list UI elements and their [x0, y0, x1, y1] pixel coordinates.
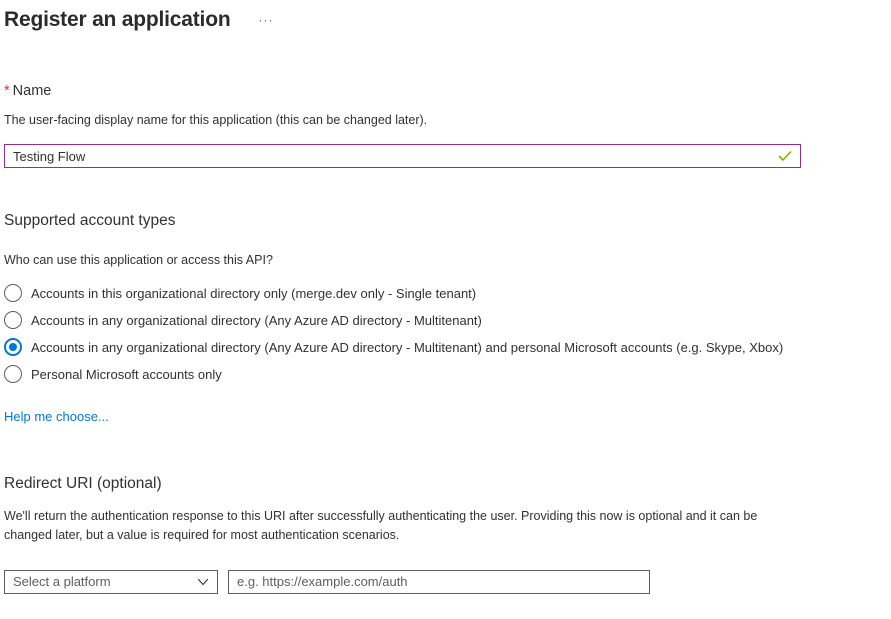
radio-icon — [4, 365, 22, 383]
radio-label: Accounts in this organizational directory only (merge.dev only - Single tenant) — [31, 285, 477, 301]
redirect-uri-input[interactable] — [228, 570, 650, 594]
radio-single-tenant[interactable] — [4, 280, 887, 306]
name-label-text: Name — [12, 83, 52, 99]
more-options-icon[interactable]: ··· — [258, 13, 274, 27]
redirect-uri-description: We'll return the authentication response to this URI after successfully authenticating the user. Providing this now is optional and it can be changed later, but a value is required for most authentication scenarios. — [4, 509, 758, 543]
name-input[interactable] — [4, 144, 801, 168]
chevron-down-icon — [197, 576, 209, 588]
redirect-uri-heading: Redirect URI (optional) — [4, 475, 162, 492]
radio-label: Personal Microsoft accounts only — [31, 366, 222, 382]
name-field-description: The user-facing display name for this application (this can be changed later). — [4, 113, 428, 127]
account-types-radio-group — [4, 280, 887, 387]
radio-personal-only[interactable] — [4, 361, 887, 387]
radio-label: Accounts in any organizational directory (Any Azure AD directory - Multitenant) — [31, 312, 482, 328]
page-header — [4, 8, 887, 32]
radio-multitenant-personal[interactable] — [4, 334, 887, 360]
platform-select-value: Select a platform — [13, 574, 111, 590]
account-types-question: Who can use this application or access this API? — [4, 253, 273, 267]
page-title: Register an application — [4, 8, 231, 31]
radio-label: Accounts in any organizational directory (Any Azure AD directory - Multitenant) and personal Microsoft accounts (e.g. Skype, Xbox) — [31, 339, 784, 355]
help-me-choose-link[interactable]: Help me choose... — [4, 409, 109, 424]
name-input-wrapper — [4, 144, 801, 168]
name-field-label — [4, 83, 887, 99]
supported-account-types-heading: Supported account types — [4, 212, 176, 229]
platform-select-dropdown[interactable] — [4, 570, 218, 594]
required-asterisk: * — [4, 83, 10, 99]
radio-selected-icon — [4, 338, 22, 356]
radio-multitenant[interactable] — [4, 307, 887, 333]
checkmark-icon — [777, 148, 793, 164]
radio-icon — [4, 311, 22, 329]
redirect-uri-controls — [4, 570, 887, 594]
radio-icon — [4, 284, 22, 302]
